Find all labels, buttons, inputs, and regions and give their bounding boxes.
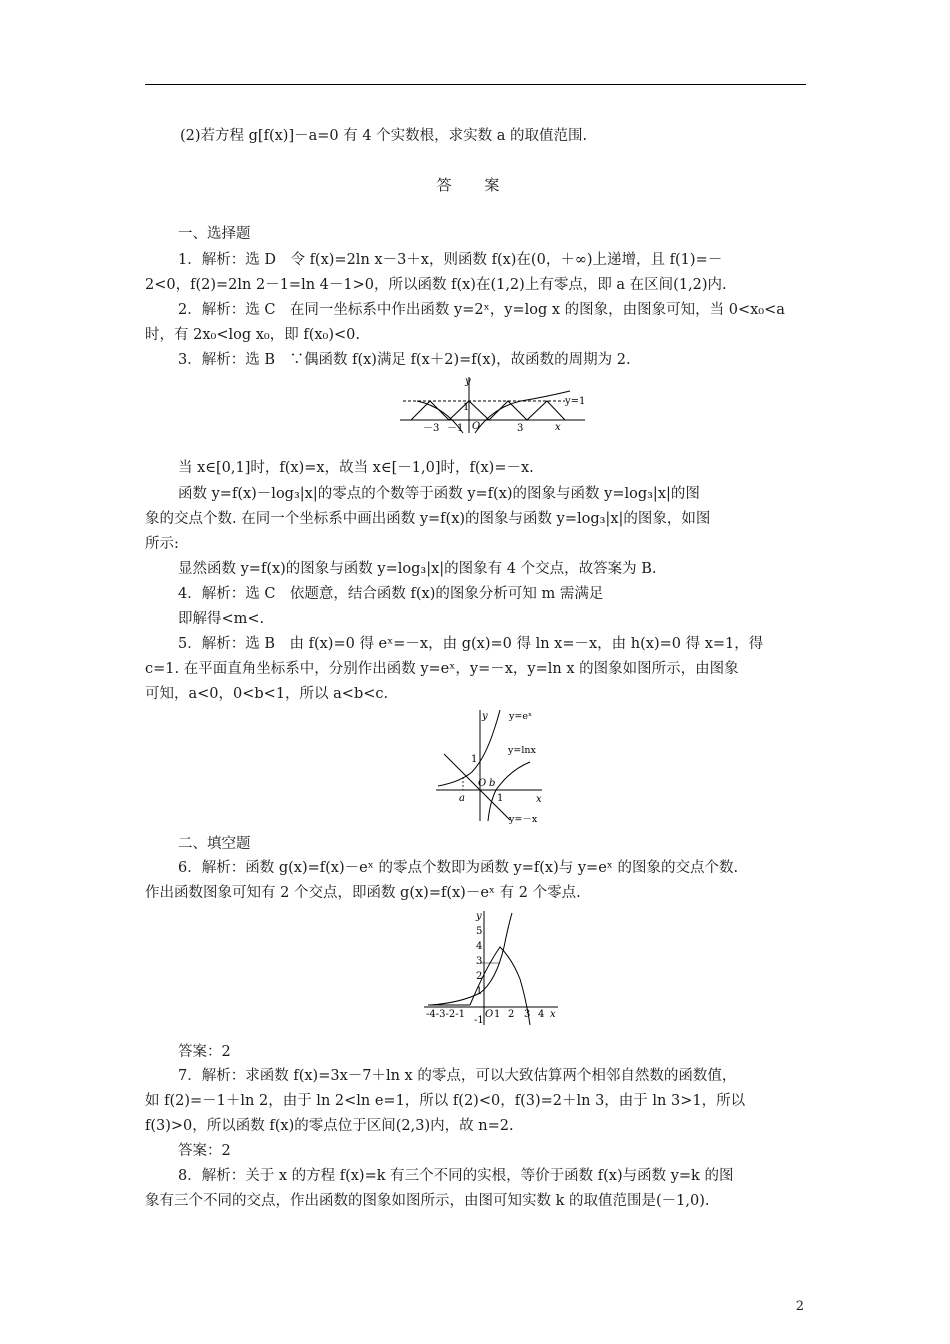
p6-line2: 作出函数图象可知有 2 个交点，即函数 g(x)=f(x)－eˣ 有 2 个零点. [145,885,581,901]
p3-line2: 当 x∈[0,1]时，f(x)=x，故当 x∈[－1,0]时，f(x)=－x. [178,460,534,476]
fig2-one-x: 1 [497,793,504,804]
fig3-y-label: y [476,911,482,922]
fig3-x2: 2 [508,1009,515,1020]
p7-line3: f(3)>0，所以函数 f(x)的零点位于区间(2,3)内，故 n=2. [145,1118,514,1134]
p6-line1: 6．解析：函数 g(x)=f(x)－eˣ 的零点个数即为函数 y=f(x)与 y=eˣ 的图象的交点个数. [178,860,739,876]
fig3-y5: 5 [476,926,483,937]
answer-6: 答案：2 [178,1044,231,1060]
fig2-b: b [489,778,496,789]
fig3-origin: O [485,1009,494,1020]
p5-line2: c=1. 在平面直角坐标系中，分别作出函数 y=eˣ，y=－x，y=ln x 的图象如图所示，由图象 [145,661,739,677]
fig2-negx-label: y=－x [509,814,538,824]
fig3-yn1: -1 [474,1015,484,1026]
p8-line1: 8．解析：关于 x 的方程 f(x)=k 有三个不同的实根，等价于函数 f(x)与函数 y=k 的图 [178,1168,734,1184]
p4-line2: 即解得<m<. [178,611,265,627]
fig2-origin: O [478,778,487,789]
fig1-y-label: y [465,376,471,387]
section-choice: 一、选择题 [178,226,251,242]
answer-7: 答案：2 [178,1143,231,1159]
header-rule [145,84,806,85]
fig3-xneg: -4-3-2-1 [426,1009,465,1020]
fig1-three: 3 [517,423,524,434]
p8-line2: 象有三个不同的交点，作出函数的图象如图所示，由图可知实数 k 的取值范围是(－1,0). [145,1193,710,1209]
p2-line1: 2．解析：选 C 在同一坐标系中作出函数 y=2ˣ，y=log x 的图象，由图象可知，当 0<x₀<a [178,302,785,318]
section-fill: 二、填空题 [178,836,251,852]
fig1-x-label: x [555,422,561,433]
fig3-y1: 1 [476,986,483,997]
p3-line6: 显然函数 y=f(x)的图象与函数 y=log₃|x|的图象有 4 个交点，故答案为 B. [178,561,657,577]
p3-line1: 3．解析：选 B ∵偶函数 f(x)满足 f(x＋2)=f(x)，故函数的周期为 2. [178,352,631,368]
answer-title: 答 案 [436,176,514,194]
p7-line1: 7．解析：求函数 f(x)=3x－7＋ln x 的零点，可以大致估算两个相邻自然数的函数值， [178,1068,737,1084]
fig1-origin: O [472,421,481,432]
p4-line1: 4．解析：选 C 依题意，结合函数 f(x)的图象分析可知 m 需满足 [178,586,604,602]
figure-two-curves [420,907,562,1029]
fig3-y3: 3 [476,956,483,967]
fig3-y4: 4 [476,941,483,952]
p5-line1: 5．解析：选 B 由 f(x)=0 得 eˣ=－x，由 g(x)=0 得 ln x=－x，由 h(x)=0 得 x=1，得 [178,636,764,652]
fig3-x4: 4 [538,1009,545,1020]
fig3-y2: 2 [476,971,483,982]
fig3-x-label: x [550,1009,556,1020]
fig3-x3: 3 [524,1009,531,1020]
p3-line5: 所示: [145,536,179,552]
question-2: (2)若方程 g[f(x)]－a=0 有 4 个实数根，求实数 a 的取值范围. [180,128,588,144]
p3-line4: 象的交点个数. 在同一个坐标系中画出函数 y=f(x)的图象与函数 y=log₃|x|的图象，如图 [145,511,711,527]
fig2-ex-label: y=eˣ [509,711,532,722]
page-number: 2 [795,1299,804,1314]
fig2-a: a [459,793,465,804]
figure-exp-ln [430,706,550,824]
fig2-x-label: x [536,794,542,805]
p3-line3: 函数 y=f(x)－log₃|x|的零点的个数等于函数 y=f(x)的图象与函数 y=log₃|x|的图 [178,486,700,502]
p1-line2: 2<0，f(2)=2ln 2－1=ln 4－1>0，所以函数 f(x)在(1,2)上有零点，即 a 在区间(1,2)内. [145,277,727,293]
p5-line3: 可知，a<0，0<b<1，所以 a<b<c. [145,686,389,702]
fig1-one: 1 [463,402,470,413]
fig2-lnx-label: y=lnx [508,745,536,756]
fig2-y-label: y [482,711,488,722]
fig1-neg-one: －1 [447,423,464,434]
fig1-line-label: y=1 [565,396,586,407]
p7-line2: 如 f(2)=－1＋ln 2，由于 ln 2<ln e=1，所以 f(2)<0，f(3)=2＋ln 3，由于 ln 3>1，所以 [145,1093,746,1109]
fig2-one-y: 1 [471,754,478,765]
fig1-neg-three: －3 [423,423,440,434]
p1-line1: 1．解析：选 D 令 f(x)=2ln x－3＋x，则函数 f(x)在(0，＋∞)上递增，且 f(1)=－ [178,252,723,268]
figure-periodic [395,373,595,435]
p2-line2: 时，有 2x₀<log x₀，即 f(x₀)<0. [145,327,360,343]
fig3-x1: 1 [494,1009,501,1020]
